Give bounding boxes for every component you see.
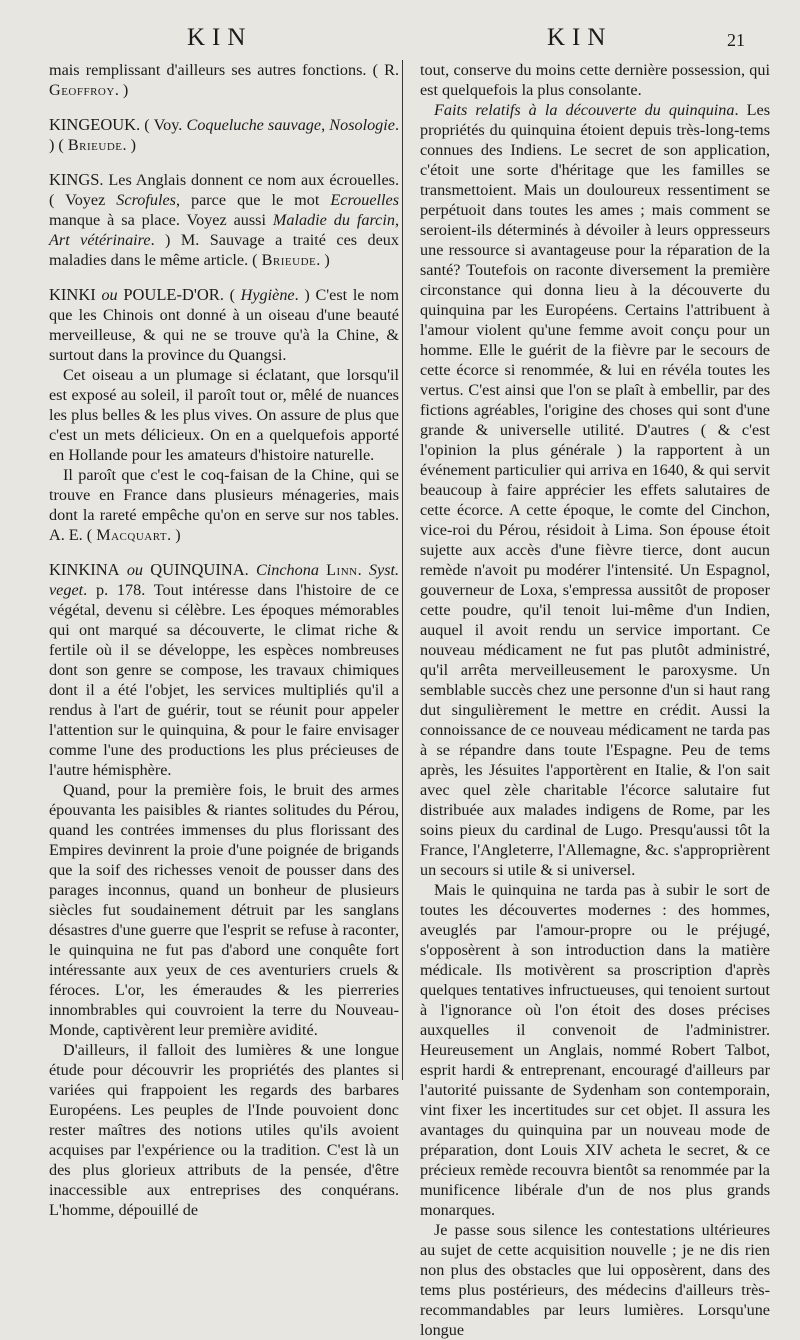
paragraph: mais remplissant d'ailleurs ses autres fonctions. ( R. Geoffroy. ) xyxy=(49,61,399,99)
column-divider xyxy=(402,60,403,1080)
header-right-title: KIN xyxy=(547,24,613,51)
header-left-title: KIN xyxy=(187,24,253,51)
left-column xyxy=(49,60,399,1220)
paragraph: Il paroît que c'est le coq-faisan de la Chine, qui se trouve en France dans plusieurs ménageries, mais dont la rareté empêche qu'on en serve sur nos tables. A. E. ( Macquart. ) xyxy=(49,466,399,544)
paragraph: D'ailleurs, il falloit des lumières & une longue étude pour découvrir les propriétés des plantes si variées qui frappoient les regards des barbares Européens. Les peuples de l'Inde pouvoient donc rester maîtres des notions utiles qu'ils avoient acquises par l'expérience ou la tradition. C'est là un des plus glorieux attributs de la pensée, d'être inaccessible aux entreprises des conquérans. L'homme, dépouillé de xyxy=(49,1041,399,1219)
right-column xyxy=(420,60,770,1340)
paragraph: tout, conserve du moins cette dernière possession, qui est quelquefois la plus consolante. xyxy=(420,61,770,99)
dictionary-entry: KINKI ou POULE-D'OR. ( Hygiène. ) C'est le nom que les Chinois ont donné à un oiseau d'une beauté merveilleuse, & qui ne se trouve qu'à la Chine, & surtout dans la province du Quangsi. xyxy=(49,285,400,364)
dictionary-entry: KINKINA ou QUINQUINA. Cinchona Linn. Syst. veget. p. 178. Tout intéresse dans l'histoire de ce végétal, devenu si célèbre. Les époques mémorables qui ont marqué sa découverte, le climat riche & fertile où il se développe, les espèces nombreuses dont son genre se compose, les travaux chimiques dont il a été l'objet, les services multipliés qu'il a rendus à l'art de guérir, tout se réunit pour appeler l'attention sur le quinquina, & pour le faire envisager comme l'une des productions les plus précieuses de l'autre hémisphère. xyxy=(49,560,400,779)
paragraph: Mais le quinquina ne tarda pas à subir le sort de toutes les découvertes modernes : des hommes, aveuglés par l'amour-propre ou le préjugé, s'opposèrent à son introduction dans la matière médicale. Ils motivèrent sa proscription d'après quelques tentatives infructueuses, qui tenoient surtout à l'ignorance où l'on étoit des doses précises auxquelles il convenoit de l'administrer. Heureusement un Anglais, nommé Robert Talbot, esprit hardi & entreprenant, encouragé d'ailleurs par l'autorité puissante de Sydenham son contemporain, vint fixer les incertitudes sur cet objet. Il assura les avantages du quinquina par un nouveau mode de préparation, dont Louis XIV acheta le secret, & ce précieux remède recouvra bientôt sa renommée par la munificence libérale d'un de nos plus grands monarques. xyxy=(420,881,770,1219)
paragraph: Je passe sous silence les contestations ultérieures au sujet de cette acquisition nouvelle ; je ne dis rien non plus des obstacles que lui opposèrent, dans des tems plus postérieurs, des médecins d'ailleurs très-recommandables par leurs lumières. Lorsqu'une longue xyxy=(420,1221,770,1339)
paragraph: Quand, pour la première fois, le bruit des armes épouvanta les paisibles & riantes solitudes du Pérou, quand les contrées immenses du plus florissant des Empires devinrent la proie d'une poignée de brigands que la soif des richesses venoit de pousser dans des parages inconnus, quand un bonheur de plusieurs siècles fut soudainement détruit par les sanglans désastres d'une guerre que l'esprit se refuse à raconter, le quinquina ne fut pas d'abord une conquête fort intéressante aux yeux de ces aventuriers cruels & féroces. L'or, les émeraudes & les pierreries innombrables qui couvroient la terre du Nouveau-Monde, captivèrent leur première avidité. xyxy=(49,781,399,1039)
dictionary-entry: KINGEOUK. ( Voy. Coqueluche sauvage, Nosologie. ) ( Brieude. ) xyxy=(49,115,399,154)
paragraph: Faits relatifs à la découverte du quinquina. Les propriétés du quinquina étoient depuis très-long-tems connues des Indiens. Le secret de son application, c'étoit une sorte d'héritage que les familles se transmettoient. Mais un douloureux ressentiment se perpétuoit dans toutes les ames ; mais comment se seroient-ils déterminés à dévoiler à leurs oppresseurs une ressource si avantageuse pour la réparation de la santé? Toutefois on raconte diversement la première circonstance qui donna lieu à la découverte du quinquina par les Européens. Certains l'attribuent à l'amour violent qu'une femme avoit conçu pour un homme. Elle le guérit de la fièvre par le secours de cette écorce si renommée, & lui en révéla toutes les vertus. C'est ainsi que l'on se plaît à embellir, par des fictions agréables, l'origine des choses qui sont d'une grande & universelle utilité. D'autres ( & c'est l'opinion la plus générale ) la rapportent à un événement particulier qui arriva en 1640, & qui servit beaucoup à faire apprécier les effets salutaires de cette écorce. A cette époque, le comte del Cinchon, vice-roi du Pérou, résidoit à Lima. Son épouse étoit sujette aux accès d'une fièvre tierce, dont aucun remède n'avoit pu modérer l'intensité. Un Espagnol, gouverneur de Loxa, s'empressa aussitôt de proposer cette poudre, qu'il tenoit lui-même d'un Indien, auquel il avoit rendu un service important. Ce nouveau médicament ne fut pas plutôt administré, qu'il arrêta merveilleusement le paroxysme. Un semblable succès chez une personne d'un si haut rang dut singulièrement le mettre en crédit. Aussi la connoissance de ce nouveau médicament ne tarda pas à se répandre dans toute l'Espagne. Peu de tems après, les Jésuites l'apportèrent en Italie, & l'on sait avec quel zèle charitable l'écorce salutaire fut distribuée aux malades indigens de Rome, par les soins pieux du cardinal de Lugo. Presqu'aussi tôt la France, l'Angleterre, l'Allemagne, &c. s'approprièrent un secours si utile & si universel. xyxy=(420,101,770,879)
dictionary-entry: KINGS. Les Anglais donnent ce nom aux écrouelles. ( Voyez Scrofules, parce que le mot Ecrouelles manque à sa place. Voyez aussi Maladie du farcin, Art vétérinaire. ) M. Sauvage a traité ces deux maladies dans le même article. ( Brieude. ) xyxy=(49,170,399,269)
page-number: 21 xyxy=(727,30,745,50)
paragraph: Cet oiseau a un plumage si éclatant, que lorsqu'il est exposé au soleil, il paroît tout or, mêlé de nuances les plus belles & les plus vives. On assure de plus que c'est un mets délicieux. On en a quelquefois apporté en Hollande pour les amateurs d'histoire naturelle. xyxy=(49,366,399,464)
running-header xyxy=(0,24,800,58)
